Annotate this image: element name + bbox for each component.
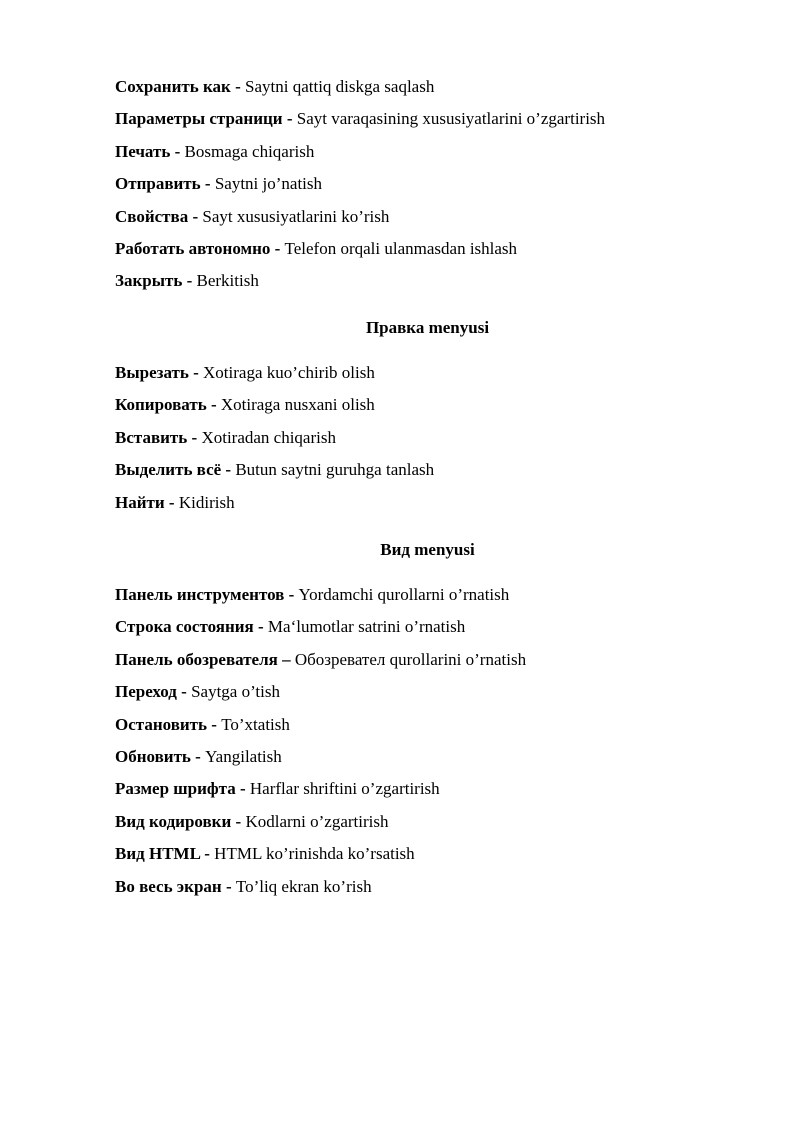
menu-description: Yangilatish [205,746,282,766]
separator: - [170,141,185,161]
separator: - [200,174,215,194]
list-item [115,201,740,233]
menu-term: Найти [115,492,165,512]
list-item [115,233,740,265]
menu-description: Kodlarni o’zgartirish [245,811,389,831]
list-item [115,709,740,741]
menu-term: Работать автономно [115,238,271,258]
menu-term: Печать [115,141,171,161]
list-item [115,103,740,135]
menu-term: Панель обозревателя [115,649,278,669]
separator: - [270,238,285,258]
menu-description: HTML ko’rinishda ko’rsatish [214,844,415,864]
menu-term: Свойства [115,206,189,226]
list-item [115,871,740,903]
menu-description: Sayt varaqasining xususiyatlarini o’zgartirish [296,109,606,129]
menu-term: Во весь экран [115,876,222,896]
edit-menu-list [115,357,740,519]
list-item [115,741,740,773]
separator: - [188,206,203,226]
list-item [115,773,740,805]
view-menu-heading: Вид menyusi [380,540,475,559]
list-item [115,136,740,168]
menu-description: Saytni qattiq diskga saqlash [245,77,435,96]
list-item [115,422,740,454]
menu-term: Строка состояния [115,617,254,637]
menu-term: Отправить [115,174,201,194]
menu-term: Панель инструментов [115,585,285,604]
menu-term: Обновить [115,746,191,766]
menu-description: Kidirish [178,492,235,512]
menu-term: Переход [115,682,177,702]
menu-term: Закрыть [115,271,183,291]
menu-description: Bosmaga chiqarish [184,141,315,161]
menu-term: Вставить [115,427,188,447]
file-menu-list [115,71,740,298]
separator: - [221,876,236,896]
menu-description: Saytga o’tish [191,682,280,702]
menu-description: Yordamchi qurollarni o’rnatish [298,585,510,604]
menu-term: Сохранить как [115,77,231,96]
list-item [115,389,740,421]
menu-description: To’xtatish [221,714,290,734]
separator: - [200,844,215,864]
menu-description: Обозревател qurollarini o’rnatish [294,649,527,669]
separator: - [188,363,204,382]
list-item [115,454,740,486]
separator: - [231,811,246,831]
menu-term: Копировать [115,395,207,415]
menu-term: Параметры страници [115,109,283,129]
separator: - [284,585,299,604]
separator: - [282,109,297,129]
menu-description: Ma‘lumotlar satrini o’rnatish [267,617,466,637]
edit-menu-heading: Правка menyusi [365,318,490,337]
separator: - [176,682,192,702]
menu-description: Saytni jo’natish [214,174,323,194]
list-item [115,168,740,200]
separator: - [230,77,245,96]
menu-term: Остановить [115,714,208,734]
menu-term: Вырезать [115,363,189,382]
list-item [115,487,740,519]
separator: – [277,649,295,669]
list-item [115,644,740,676]
separator: - [253,617,268,637]
menu-description: Xotiraga kuo’chirib olish [203,363,375,382]
list-item [115,357,740,389]
menu-description: Xotiradan chiqarish [201,427,336,447]
menu-term: Выделить всё [115,460,222,480]
list-item [115,579,740,611]
menu-description: Telefon orqali ulanmasdan ishlash [284,238,518,258]
list-item [115,265,740,297]
separator: - [206,395,221,415]
menu-description: To’liq ekran ko’rish [235,876,372,896]
separator: - [187,427,202,447]
separator: - [221,460,236,480]
separator: - [235,779,250,799]
menu-description: Berkitish [196,271,259,291]
list-item [115,838,740,870]
list-item [115,806,740,838]
list-item [115,676,740,708]
separator: - [164,492,179,512]
view-menu-list [115,579,740,903]
list-item [115,611,740,643]
menu-description: Harflar shriftini o’zgartirish [249,779,440,799]
separator: - [190,746,206,766]
menu-description: Sayt xususiyatlarini ko’rish [202,206,390,226]
menu-term: Размер шрифта [115,779,236,799]
menu-term: Вид кодировки [115,811,232,831]
menu-description: Butun saytni guruhga tanlash [235,460,435,480]
list-item [115,71,740,103]
separator: - [182,271,197,291]
menu-term: Вид HTML [115,844,200,864]
separator: - [207,714,222,734]
menu-description: Xotiraga nusxani olish [220,395,375,415]
